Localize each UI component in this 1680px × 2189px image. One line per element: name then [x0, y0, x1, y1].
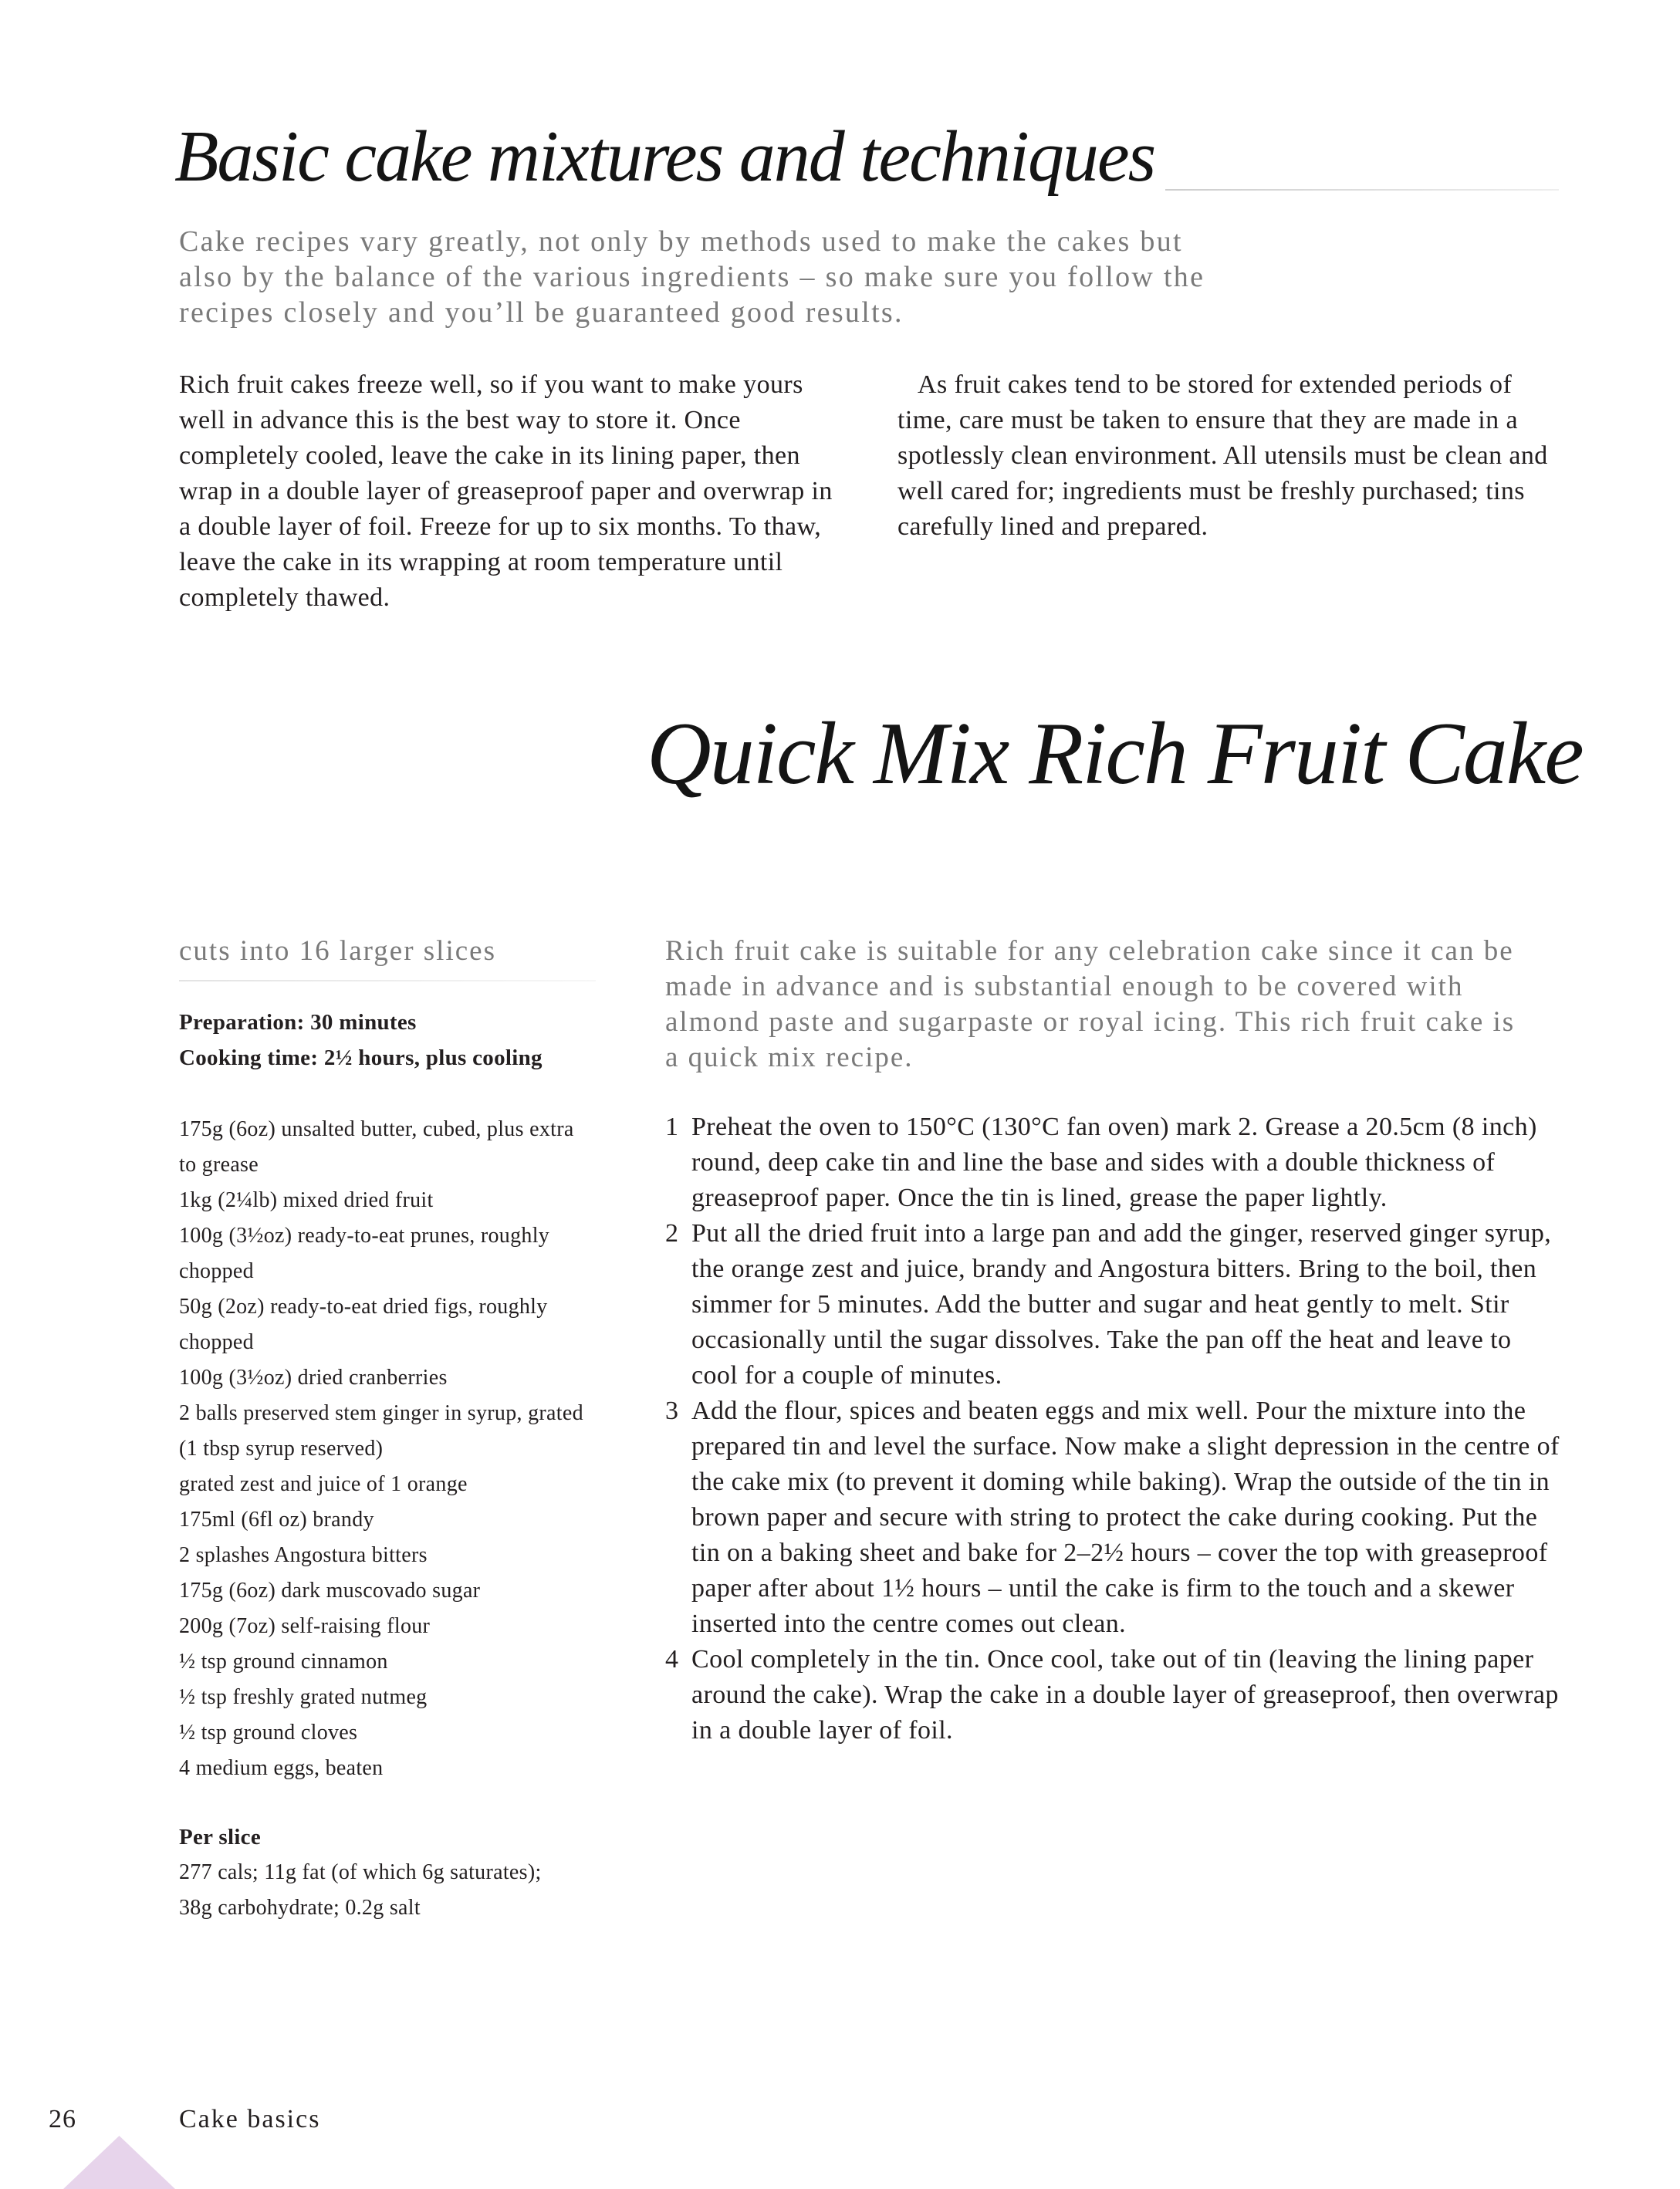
- ingredient-item: 175g (6oz) dark muscovado sugar: [179, 1579, 481, 1603]
- step-text: Add the flour, spices and beaten eggs and mix well. Pour the mixture into the prepared tin and level the surface. Now make a slight depression in the centre of the cake mix (to prevent it doming while baking). Wrap the outside of the tin in brown paper and secure with string to protect the cake during cooking. Put the tin on a baking sheet and bake for 2–2½ hours – cover the top with greaseproof paper after about 1½ hours – until the cake is firm to the touch and a skewer inserted into the centre comes out clean.: [691, 1397, 1560, 1638]
- ingredient-item: 100g (3½oz) ready-to-eat prunes, roughly chopped: [179, 1224, 550, 1283]
- nutrition-label: Per slice: [179, 1825, 262, 1850]
- storage-paragraph: As fruit cakes tend to be stored for extended periods of time, care must be taken to ensure that they are made in a spotlessly clean environment. All utensils must be clean and well cared for; ingredients must be freshly purchased; tins carefully lined and prepared.: [897, 370, 1548, 541]
- step-text: Preheat the oven to 150°C (130°C fan oven) mark 2. Grease a 20.5cm (8 inch) round, deep cake tin and line the base and sides with a double thickness of greaseproof paper. Once the tin is lined, grease the paper lightly.: [691, 1113, 1537, 1212]
- ingredient-item: ½ tsp ground cloves: [179, 1721, 358, 1745]
- freezing-paragraph: Rich fruit cakes freeze well, so if you want to make yours well in advance this is the best way to store it. Once completely cooled, leave the cake in its lining paper, then wrap in a double layer of greaseproof paper and overwrap in a double layer of foil. Freeze for up to six months. To thaw, leave the cake in its wrapping at room temperature until completely thawed.: [179, 370, 833, 612]
- preparation-value: 30 minutes: [310, 1010, 417, 1035]
- method-step: [665, 1216, 1563, 1393]
- method-step: [665, 1110, 1563, 1216]
- recipe-yield: cuts into 16 larger slices: [179, 935, 496, 967]
- recipe-description: Rich fruit cake is suitable for any celebration cake since it can be made in advance and is substantial enough to be covered with almond paste and sugarpaste or royal icing. This rich fruit cake is a quick mix recipe.: [665, 935, 1516, 1073]
- cooking-time: [179, 1040, 543, 1076]
- ingredient-item: 175ml (6fl oz) brandy: [179, 1508, 374, 1532]
- nutrition-info: [179, 1819, 542, 1926]
- recipe-title: Quick Mix Rich Fruit Cake: [647, 704, 1583, 803]
- preparation-label: Preparation:: [179, 1010, 305, 1035]
- section-title: Basic cake mixtures and techniques: [174, 117, 1155, 197]
- running-footer: Cake basics: [179, 2105, 321, 2133]
- ingredient-item: grated zest and juice of 1 orange: [179, 1472, 468, 1496]
- ingredient-item: 100g (3½oz) dried cranberries: [179, 1366, 448, 1390]
- title-rule: [1165, 189, 1559, 191]
- ingredient-item: ½ tsp ground cinnamon: [179, 1650, 388, 1674]
- cooking-time-value: 2½ hours, plus cooling: [323, 1046, 543, 1070]
- step-number: 1: [665, 1113, 679, 1141]
- page-number: 26: [49, 2105, 76, 2133]
- step-text: Put all the dried fruit into a large pan and add the ginger, reserved ginger syrup, the orange zest and juice, brandy and Angostura bitters. Bring to the boil, then simmer for 5 minutes. Add the butter and sugar and heat gently to melt. Stir occasionally until the sugar dissolves. Take the pan off the heat and leave to cool for a couple of minutes.: [691, 1219, 1552, 1390]
- step-number: 3: [665, 1397, 679, 1425]
- ingredient-item: ½ tsp freshly grated nutmeg: [179, 1685, 428, 1709]
- ingredient-item: 2 balls preserved stem ginger in syrup, grated (1 tbsp syrup reserved): [179, 1401, 583, 1461]
- cooking-time-label: Cooking time:: [179, 1046, 319, 1070]
- step-number: 2: [665, 1219, 679, 1248]
- method-step: [665, 1642, 1563, 1748]
- ingredient-item: 50g (2oz) ready-to-eat dried figs, roughly chopped: [179, 1295, 548, 1354]
- ingredient-item: 2 splashes Angostura bitters: [179, 1543, 428, 1567]
- ingredient-list: [179, 1112, 596, 1786]
- ingredient-item: 4 medium eggs, beaten: [179, 1756, 384, 1780]
- nutrition-line: 38g carbohydrate; 0.2g salt: [179, 1896, 421, 1920]
- preparation-time: [179, 1005, 543, 1040]
- section-intro: Cake recipes vary greatly, not only by methods used to make the cakes but also by the balance of the various ingredients – so make sure you follow the recipes closely and you’ll be guaranteed good results.: [179, 225, 1205, 329]
- ingredient-item: 1kg (2¼lb) mixed dried fruit: [179, 1188, 434, 1212]
- yield-rule: [179, 980, 596, 981]
- ingredient-item: 175g (6oz) unsalted butter, cubed, plus extra to grease: [179, 1117, 574, 1177]
- method-step: [665, 1393, 1563, 1642]
- diamond-shape: [63, 2136, 175, 2189]
- step-text: Cool completely in the tin. Once cool, take out of tin (leaving the lining paper around the cake). Wrap the cake in a double layer of greaseproof, then overwrap in a double layer of foil.: [691, 1645, 1559, 1745]
- ingredient-item: 200g (7oz) self-raising flour: [179, 1614, 431, 1638]
- recipe-timings: [179, 1005, 543, 1076]
- corner-diamond-ornament: [63, 2136, 175, 2189]
- method-steps: [665, 1110, 1563, 1748]
- step-number: 4: [665, 1645, 679, 1674]
- nutrition-line: 277 cals; 11g fat (of which 6g saturates);: [179, 1860, 542, 1884]
